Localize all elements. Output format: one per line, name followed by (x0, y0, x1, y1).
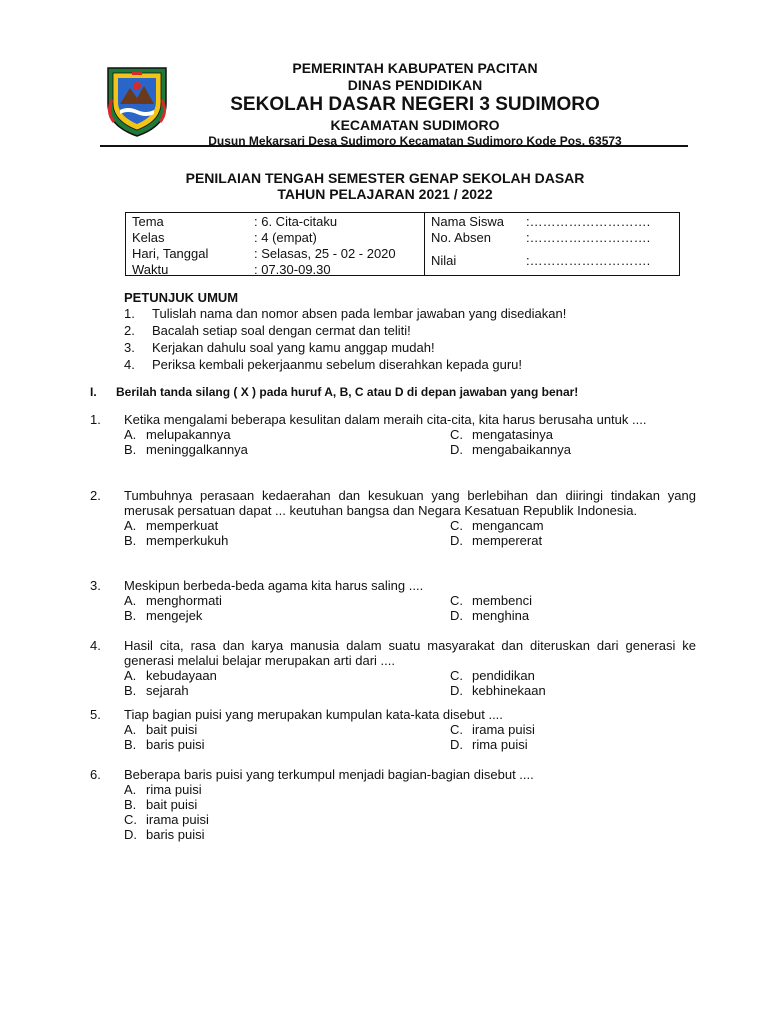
option-b (124, 533, 228, 548)
question-1 (90, 412, 696, 459)
option-text: mengabaikannya (472, 442, 572, 457)
instruction-text: Bacalah setiap soal dengan cermat dan teliti! (152, 323, 411, 338)
info-value: : 4 (empat) (254, 230, 317, 245)
option-c (450, 427, 553, 442)
general-instructions (124, 290, 694, 373)
option-b (124, 797, 197, 812)
options-grid (124, 722, 696, 754)
option-letter: D. (124, 827, 137, 842)
question-text: Meskipun berbeda-beda agama kita harus saling .... (124, 578, 424, 593)
options-grid (124, 518, 696, 550)
option-a (124, 722, 197, 737)
instruction-item (124, 356, 694, 373)
option-text: rima puisi (146, 782, 202, 797)
question-number: 4. (90, 638, 101, 653)
option-text: baris puisi (146, 827, 205, 842)
option-letter: A. (124, 593, 137, 608)
regency-emblem-icon (104, 64, 170, 138)
info-label: Hari, Tanggal (132, 246, 209, 261)
question-4 (90, 638, 696, 700)
option-text: irama puisi (472, 722, 535, 737)
option-text: bait puisi (146, 797, 198, 812)
option-text: melupakannya (146, 427, 231, 442)
exam-title (120, 170, 650, 202)
option-letter: C. (450, 668, 463, 683)
option-letter: D. (450, 737, 463, 752)
question-number: 3. (90, 578, 101, 593)
option-letter: D. (450, 608, 463, 623)
option-letter: D. (450, 533, 463, 548)
options-grid (124, 427, 696, 459)
option-a (124, 782, 202, 797)
option-text: kebudayaan (146, 668, 217, 683)
exam-title-line1: PENILAIAN TENGAH SEMESTER GENAP SEKOLAH DASAR (185, 170, 585, 186)
instruction-item (124, 305, 694, 322)
question-text: Hasil cita, rasa dan karya manusia dalam suatu masyarakat dan diteruskan dari generasi ke generasi melalui belajar merupakan arti dari .... (124, 638, 696, 668)
option-a (124, 668, 217, 683)
option-d (124, 827, 205, 842)
info-value: : 07.30-09.30 (254, 262, 331, 277)
school-name: SEKOLAH DASAR NEGERI 3 SUDIMORO (230, 94, 600, 115)
info-label: Kelas (132, 230, 165, 245)
option-letter: C. (450, 722, 463, 737)
instruction-number: 2. (124, 323, 135, 338)
option-letter: C. (124, 812, 137, 827)
option-letter: C. (450, 593, 463, 608)
option-text: irama puisi (146, 812, 209, 827)
question-text: Beberapa baris puisi yang terkumpul menjadi bagian-bagian disebut .... (124, 767, 534, 782)
question-number: 5. (90, 707, 101, 722)
school-address: Dusun Mekarsari Desa Sudimoro Kecamatan Sudimoro Kode Pos. 63573 (208, 134, 622, 148)
option-letter: B. (124, 737, 137, 752)
option-text: menghina (472, 608, 530, 623)
option-b (124, 442, 248, 457)
option-letter: A. (124, 427, 137, 442)
info-value: :………………………. (526, 253, 651, 268)
option-text: sejarah (146, 683, 189, 698)
option-a (124, 518, 218, 533)
student-info-box (125, 212, 680, 276)
question-text: Tumbuhnya perasaan kedaerahan dan kesukuan yang berlebihan dan diiringi tindakan yang merusak persatuan dapat ... keutuhan bangsa dan Negara Kesatuan Republik Indonesia. (124, 488, 696, 518)
option-text: membenci (472, 593, 532, 608)
option-b (124, 608, 202, 623)
question-number: 2. (90, 488, 101, 503)
question-number: 6. (90, 767, 101, 782)
question-3 (90, 578, 696, 625)
info-label: Nilai (431, 253, 457, 268)
instruction-item (124, 339, 694, 356)
option-text: bait puisi (146, 722, 198, 737)
section-instruction: Berilah tanda silang ( X ) pada huruf A, B, C atau D di depan jawaban yang benar! (116, 385, 579, 399)
option-b (124, 683, 189, 698)
info-value: : 6. Cita-citaku (254, 214, 338, 229)
option-text: baris puisi (146, 737, 205, 752)
option-d (450, 608, 529, 623)
option-text: mempererat (472, 533, 543, 548)
district-name: KECAMATAN SUDIMORO (330, 117, 500, 133)
option-d (450, 442, 571, 457)
option-text: memperkukuh (146, 533, 229, 548)
question-number: 1. (90, 412, 101, 427)
letterhead-divider (100, 145, 688, 147)
option-c (450, 722, 535, 737)
government-name: PEMERINTAH KABUPATEN PACITAN (292, 60, 538, 76)
option-b (124, 737, 205, 752)
option-letter: D. (450, 683, 463, 698)
instruction-text: Tulislah nama dan nomor absen pada lembar jawaban yang disediakan! (152, 306, 567, 321)
option-text: mengatasinya (472, 427, 553, 442)
options-grid (124, 668, 696, 700)
option-c (450, 668, 535, 683)
question-5 (90, 707, 696, 754)
option-letter: B. (124, 442, 137, 457)
instruction-text: Periksa kembali pekerjaanmu sebelum diserahkan kepada guru! (152, 357, 522, 372)
option-c (450, 518, 544, 533)
letterhead (180, 60, 650, 149)
option-d (450, 683, 546, 698)
question-2 (90, 488, 696, 550)
option-text: mengancam (472, 518, 544, 533)
option-letter: A. (124, 668, 137, 683)
option-text: mengejek (146, 608, 203, 623)
option-letter: C. (450, 518, 463, 533)
info-label: Nama Siswa (431, 214, 504, 229)
option-a (124, 427, 231, 442)
option-letter: D. (450, 442, 463, 457)
instructions-heading: PETUNJUK UMUM (124, 290, 239, 305)
option-text: memperkuat (146, 518, 219, 533)
question-6 (90, 767, 696, 844)
section-number: I. (90, 385, 97, 399)
option-d (450, 737, 528, 752)
options-grid (124, 593, 696, 625)
question-text: Tiap bagian puisi yang merupakan kumpulan kata-kata disebut .... (124, 707, 503, 722)
info-label: No. Absen (431, 230, 491, 245)
instruction-text: Kerjakan dahulu soal yang kamu anggap mudah! (152, 340, 435, 355)
instruction-item (124, 322, 694, 339)
info-label: Waktu (132, 262, 169, 277)
option-letter: C. (450, 427, 463, 442)
option-d (450, 533, 542, 548)
info-box-divider (424, 213, 425, 275)
option-letter: B. (124, 797, 137, 812)
instruction-number: 4. (124, 357, 135, 372)
option-text: rima puisi (472, 737, 528, 752)
info-label: Tema (132, 214, 164, 229)
instruction-number: 3. (124, 340, 135, 355)
option-text: pendidikan (472, 668, 535, 683)
option-c (450, 593, 532, 608)
option-text: menghormati (146, 593, 222, 608)
option-letter: B. (124, 608, 137, 623)
options-list (124, 782, 696, 844)
exam-title-line2: TAHUN PELAJARAN 2021 / 2022 (277, 186, 493, 202)
info-value: : Selasas, 25 - 02 - 2020 (254, 246, 396, 261)
option-text: meninggalkannya (146, 442, 248, 457)
option-letter: A. (124, 782, 137, 797)
question-text: Ketika mengalami beberapa kesulitan dalam meraih cita-cita, kita harus berusaha untuk .... (124, 412, 647, 427)
option-letter: A. (124, 722, 137, 737)
option-a (124, 593, 222, 608)
department-name: DINAS PENDIDIKAN (347, 77, 483, 93)
option-letter: A. (124, 518, 137, 533)
instruction-number: 1. (124, 306, 135, 321)
option-letter: B. (124, 683, 137, 698)
info-value: :………………………. (526, 230, 651, 245)
option-c (124, 812, 209, 827)
option-letter: B. (124, 533, 137, 548)
info-value: :………………………. (526, 214, 651, 229)
option-text: kebhinekaan (472, 683, 546, 698)
